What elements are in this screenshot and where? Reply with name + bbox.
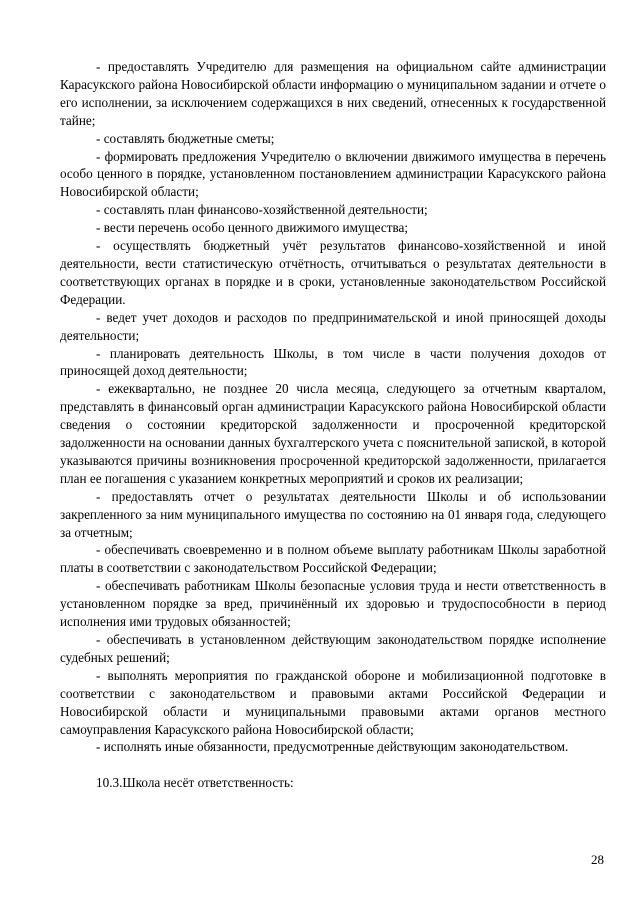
paragraph: - предоставлять отчет о результатах деятельности Школы и об использовании закрепленного за ним муниципального имущества по состоянию на 01 января года, следующего за отчетным; [60, 488, 606, 540]
paragraph: - обеспечивать в установленном действующим законодательством порядке исполнение судебных решений; [60, 632, 606, 665]
paragraph: - выполнять мероприятия по гражданской обороне и мобилизационной подготовке в соответствии с законодательством и правовыми актами Российской Федерации и Новосибирской области и муниципальными правовыми актами органов местного самоуправления Карасукского района Новосибирской области; [60, 667, 606, 737]
page-number: 28 [591, 852, 604, 867]
document-page [60, 58, 606, 792]
paragraph: - составлять бюджетные сметы; [96, 130, 275, 146]
paragraph: - составлять план финансово-хозяйственной деятельности; [96, 202, 428, 218]
paragraph: - исполнять иные обязанности, предусмотренные действующим законодательством. [96, 739, 569, 755]
paragraph: - предоставлять Учредителю для размещения на официальном сайте администрации Карасукского района Новосибирской области информацию о муниципальном задании и отчете о его исполнении, за исключением содержащихся в них сведений, отнесенных к государственной тайне; [60, 59, 606, 128]
paragraph: - осуществлять бюджетный учёт результатов финансово-хозяйственной и иной деятельности, вести статистическую отчётность, отчитываться о результатах деятельности в соответствующих органах в порядке и в сроки, установленные законодательством Российской Федерации. [60, 238, 606, 307]
paragraph-spacer [60, 756, 606, 774]
paragraph: - вести перечень особо ценного движимого имущества; [96, 220, 409, 236]
paragraph: - ведет учет доходов и расходов по предпринимательской и иной приносящей доходы деятельности; [60, 309, 606, 343]
section-heading: 10.3.Школа несёт ответственность: [96, 775, 294, 791]
paragraph: - формировать предложения Учредителю о включении движимого имущества в перечень особо ценного в порядке, установленном постановлением администрации Карасукского района Новосибирской области; [60, 148, 606, 200]
paragraph: - планировать деятельность Школы, в том числе в части получения доходов от приносящей доход деятельности; [60, 345, 606, 379]
paragraph: - обеспечивать своевременно и в полном объеме выплату работникам Школы заработной платы в соответствии с законодательством Российской Федерации; [60, 542, 606, 576]
paragraph: - ежеквартально, не позднее 20 числа месяца, следующего за отчетным кварталом, представлять в финансовый орган администрации Карасукского района Новосибирской области сведения о состоянии кредиторской задолженности и просроченной кредиторской задолженности на основании данных бухгалтерского учета с пояснительной запиской, в которой указываются причины возникновения просроченной кредиторской задолженности, прилагается план ее погашения с указанием конкретных мероприятий и сроков их реализации; [60, 381, 606, 486]
paragraph: - обеспечивать работникам Школы безопасные условия труда и нести ответственность в установленном порядке за вред, причинённый их здоровью и трудоспособности в период исполнения ими трудовых обязанностей; [60, 578, 606, 630]
